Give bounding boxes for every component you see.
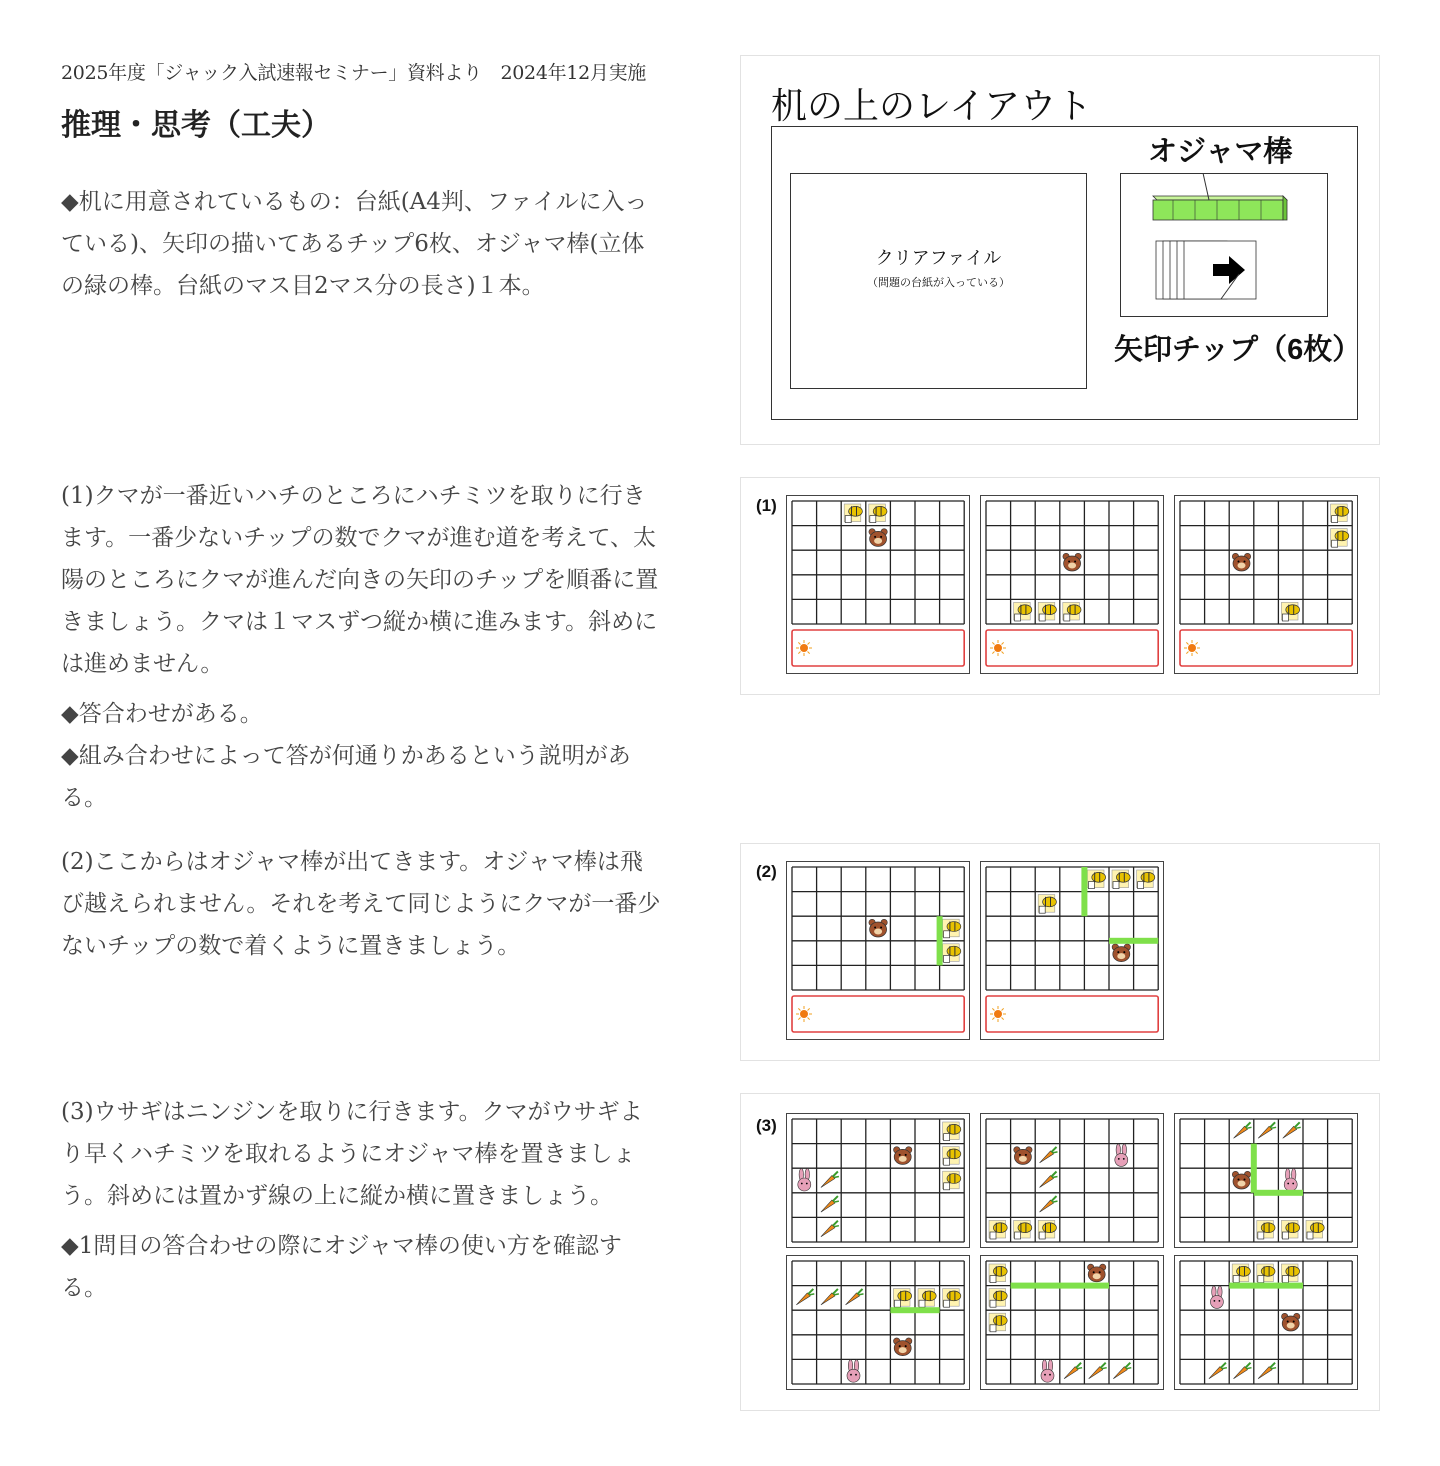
carrot-icon bbox=[1089, 1363, 1107, 1379]
q3-text: (3)ウサギはニンジンを取りに行きます。クマがウサギより早くハチミツを取れるようにオジャマ棒を置きましょう。斜めには置かず線の上に縦か横に置きましょう。 bbox=[61, 1099, 643, 1209]
bee-icon bbox=[869, 504, 887, 523]
q1-note-combinations: ◆組み合わせによって答が何通りかあるという説明がある。 bbox=[61, 743, 631, 811]
items-tray bbox=[1120, 173, 1328, 317]
bee-icon bbox=[1137, 870, 1155, 889]
bear-icon bbox=[1232, 1171, 1250, 1189]
bear-icon bbox=[1112, 944, 1130, 962]
carrot-icon bbox=[821, 1289, 839, 1305]
clear-file-label: クリアファイル bbox=[875, 248, 1002, 268]
bee-icon bbox=[1331, 529, 1349, 548]
carrot-icon bbox=[1258, 1122, 1276, 1138]
carrot-icon bbox=[1234, 1122, 1252, 1138]
bee-icon bbox=[943, 1171, 961, 1190]
grid-svg bbox=[981, 1256, 1163, 1389]
bear-icon bbox=[1063, 553, 1081, 571]
grid-svg bbox=[981, 1114, 1163, 1247]
q1-note-answer: ◆答合わせがある。 bbox=[61, 701, 263, 727]
bee-icon bbox=[1257, 1264, 1275, 1283]
p2-board-2 bbox=[980, 861, 1164, 1040]
p3-board-1 bbox=[786, 1113, 970, 1248]
bee-icon bbox=[1014, 602, 1032, 621]
p3-board-6 bbox=[1174, 1255, 1358, 1390]
bee-icon bbox=[844, 504, 862, 523]
q1-text: (1)クマが一番近いハチのところにハチミツを取りに行きます。一番少ないチップの数でクマが進む道を考えて、太陽のところにクマが進んだ向きの矢印のチップを順番に置きましょう。クマは１マスずつ縦か横に進みます。斜めには進めません。 bbox=[61, 483, 659, 677]
bear-icon bbox=[1088, 1264, 1106, 1282]
stick-label: オジャマ棒 bbox=[1148, 136, 1293, 168]
bee-icon bbox=[943, 1147, 961, 1166]
bee-icon bbox=[1038, 1220, 1056, 1239]
page-subtitle: 2025年度「ジャック入試速報セミナー」資料より 2024年12月実施 bbox=[61, 62, 647, 84]
bee-icon bbox=[943, 919, 961, 938]
question-3-section bbox=[61, 1091, 661, 1309]
bee-icon bbox=[989, 1220, 1007, 1239]
bee-icon bbox=[989, 1264, 1007, 1283]
intro-section bbox=[61, 181, 661, 307]
grid-svg bbox=[981, 496, 1163, 673]
green-stick-icon bbox=[1153, 196, 1287, 220]
bee-icon bbox=[1306, 1220, 1324, 1239]
bee-icon bbox=[1232, 1264, 1250, 1283]
grid-svg bbox=[1175, 496, 1357, 673]
grid-svg bbox=[981, 862, 1163, 1039]
grid-svg bbox=[787, 1114, 969, 1247]
rabbit-icon bbox=[1210, 1286, 1223, 1309]
rabbit-icon bbox=[1041, 1360, 1054, 1383]
q2-text: (2)ここからはオジャマ棒が出てきます。オジャマ棒は飛び越えられません。それを考えて同じようにクマが一番少ないチップの数で着くように置きましょう。 bbox=[61, 849, 661, 959]
sun-icon bbox=[1184, 640, 1200, 656]
carrot-icon bbox=[821, 1172, 839, 1188]
bee-icon bbox=[918, 1289, 936, 1308]
p3-board-4 bbox=[786, 1255, 970, 1390]
layout-title: 机の上のレイアウト bbox=[771, 85, 1093, 126]
obstacle-stick bbox=[1109, 938, 1158, 944]
p1-board-3 bbox=[1174, 495, 1358, 674]
figure-3 bbox=[740, 1093, 1380, 1411]
p3-board-3 bbox=[1174, 1113, 1358, 1248]
p1-board-2 bbox=[980, 495, 1164, 674]
obstacle-stick bbox=[1011, 1283, 1109, 1289]
figure-2-label: (2) bbox=[756, 862, 777, 881]
carrot-icon bbox=[1258, 1363, 1276, 1379]
p3-board-5 bbox=[980, 1255, 1164, 1390]
bee-icon bbox=[893, 1289, 911, 1308]
obstacle-stick bbox=[937, 916, 943, 965]
p1-board-1 bbox=[786, 495, 970, 674]
intro-text: ◆机に用意されているもの：台紙(A4判、ファイルに入っている)、矢印の描いてあるチップ6枚、オジャマ棒(立体の緑の棒。台紙のマス目2マス分の長さ)１本。 bbox=[61, 189, 648, 299]
bee-icon bbox=[943, 1122, 961, 1141]
answer-box bbox=[986, 996, 1158, 1032]
figure-2 bbox=[740, 843, 1380, 1061]
bee-icon bbox=[1112, 870, 1130, 889]
bee-icon bbox=[1038, 895, 1056, 914]
rabbit-icon bbox=[1115, 1144, 1128, 1167]
answer-box bbox=[792, 996, 964, 1032]
carrot-icon bbox=[1040, 1172, 1058, 1188]
figure-1-label: (1) bbox=[756, 496, 777, 515]
bee-icon bbox=[943, 1289, 961, 1308]
desk-layout-figure bbox=[740, 55, 1380, 445]
bear-icon bbox=[894, 1147, 912, 1165]
p3-board-2 bbox=[980, 1113, 1164, 1248]
carrot-icon bbox=[1234, 1363, 1252, 1379]
question-1-section bbox=[61, 475, 661, 819]
carrot-icon bbox=[1209, 1363, 1227, 1379]
grid-svg bbox=[787, 496, 969, 673]
bee-icon bbox=[1331, 504, 1349, 523]
sun-icon bbox=[796, 1006, 812, 1022]
carrot-icon bbox=[821, 1221, 839, 1237]
bee-icon bbox=[1038, 602, 1056, 621]
sun-icon bbox=[990, 640, 1006, 656]
desk-outline bbox=[771, 126, 1362, 420]
bee-icon bbox=[1087, 870, 1105, 889]
bear-icon bbox=[869, 529, 887, 547]
grid-svg bbox=[1175, 1114, 1357, 1247]
answer-box bbox=[986, 630, 1158, 666]
carrot-icon bbox=[821, 1196, 839, 1212]
q3-note-stick: ◆1問目の答合わせの際にオジャマ棒の使い方を確認する。 bbox=[61, 1233, 622, 1301]
sun-icon bbox=[990, 1006, 1006, 1022]
obstacle-stick bbox=[1081, 867, 1087, 916]
bear-icon bbox=[1014, 1147, 1032, 1165]
grid-svg bbox=[1175, 1256, 1357, 1389]
bear-icon bbox=[894, 1338, 912, 1356]
chip-label: 矢印チップ（6枚） bbox=[1114, 334, 1362, 366]
obstacle-stick bbox=[1229, 1283, 1303, 1289]
carrot-icon bbox=[1283, 1122, 1301, 1138]
obstacle-stick bbox=[1254, 1190, 1303, 1196]
grid-svg bbox=[787, 862, 969, 1039]
carrot-icon bbox=[796, 1289, 814, 1305]
bee-icon bbox=[943, 944, 961, 963]
bee-icon bbox=[1281, 1220, 1299, 1239]
stick-and-chips-illustration bbox=[1121, 174, 1327, 316]
rabbit-icon bbox=[847, 1360, 860, 1383]
answer-box bbox=[792, 630, 964, 666]
carrot-icon bbox=[1113, 1363, 1131, 1379]
bear-icon bbox=[1282, 1313, 1300, 1331]
bee-icon bbox=[1281, 1264, 1299, 1283]
question-2-section bbox=[61, 841, 661, 967]
bee-icon bbox=[989, 1289, 1007, 1308]
clear-file-sublabel: （問題の台紙が入っている） bbox=[867, 277, 1010, 289]
bear-icon bbox=[1232, 553, 1250, 571]
bear-icon bbox=[869, 919, 887, 937]
arrow-chips-stack-icon bbox=[1156, 241, 1256, 299]
bee-icon bbox=[1014, 1220, 1032, 1239]
obstacle-stick bbox=[890, 1307, 939, 1313]
carrot-icon bbox=[1064, 1363, 1082, 1379]
answer-box bbox=[1180, 630, 1352, 666]
carrot-icon bbox=[1040, 1147, 1058, 1163]
rabbit-icon bbox=[798, 1169, 811, 1192]
rabbit-icon bbox=[1284, 1169, 1297, 1192]
bee-icon bbox=[1257, 1220, 1275, 1239]
sun-icon bbox=[796, 640, 812, 656]
bee-icon bbox=[1281, 602, 1299, 621]
grid-svg bbox=[787, 1256, 969, 1389]
figure-3-label: (3) bbox=[756, 1116, 777, 1135]
bee-icon bbox=[1063, 602, 1081, 621]
clear-file bbox=[790, 173, 1087, 389]
obstacle-stick bbox=[1251, 1144, 1257, 1193]
page-title: 推理・思考（工夫） bbox=[61, 108, 331, 143]
carrot-icon bbox=[1040, 1196, 1058, 1212]
figure-1 bbox=[740, 477, 1380, 695]
p2-board-1 bbox=[786, 861, 970, 1040]
bee-icon bbox=[989, 1313, 1007, 1332]
carrot-icon bbox=[846, 1289, 864, 1305]
